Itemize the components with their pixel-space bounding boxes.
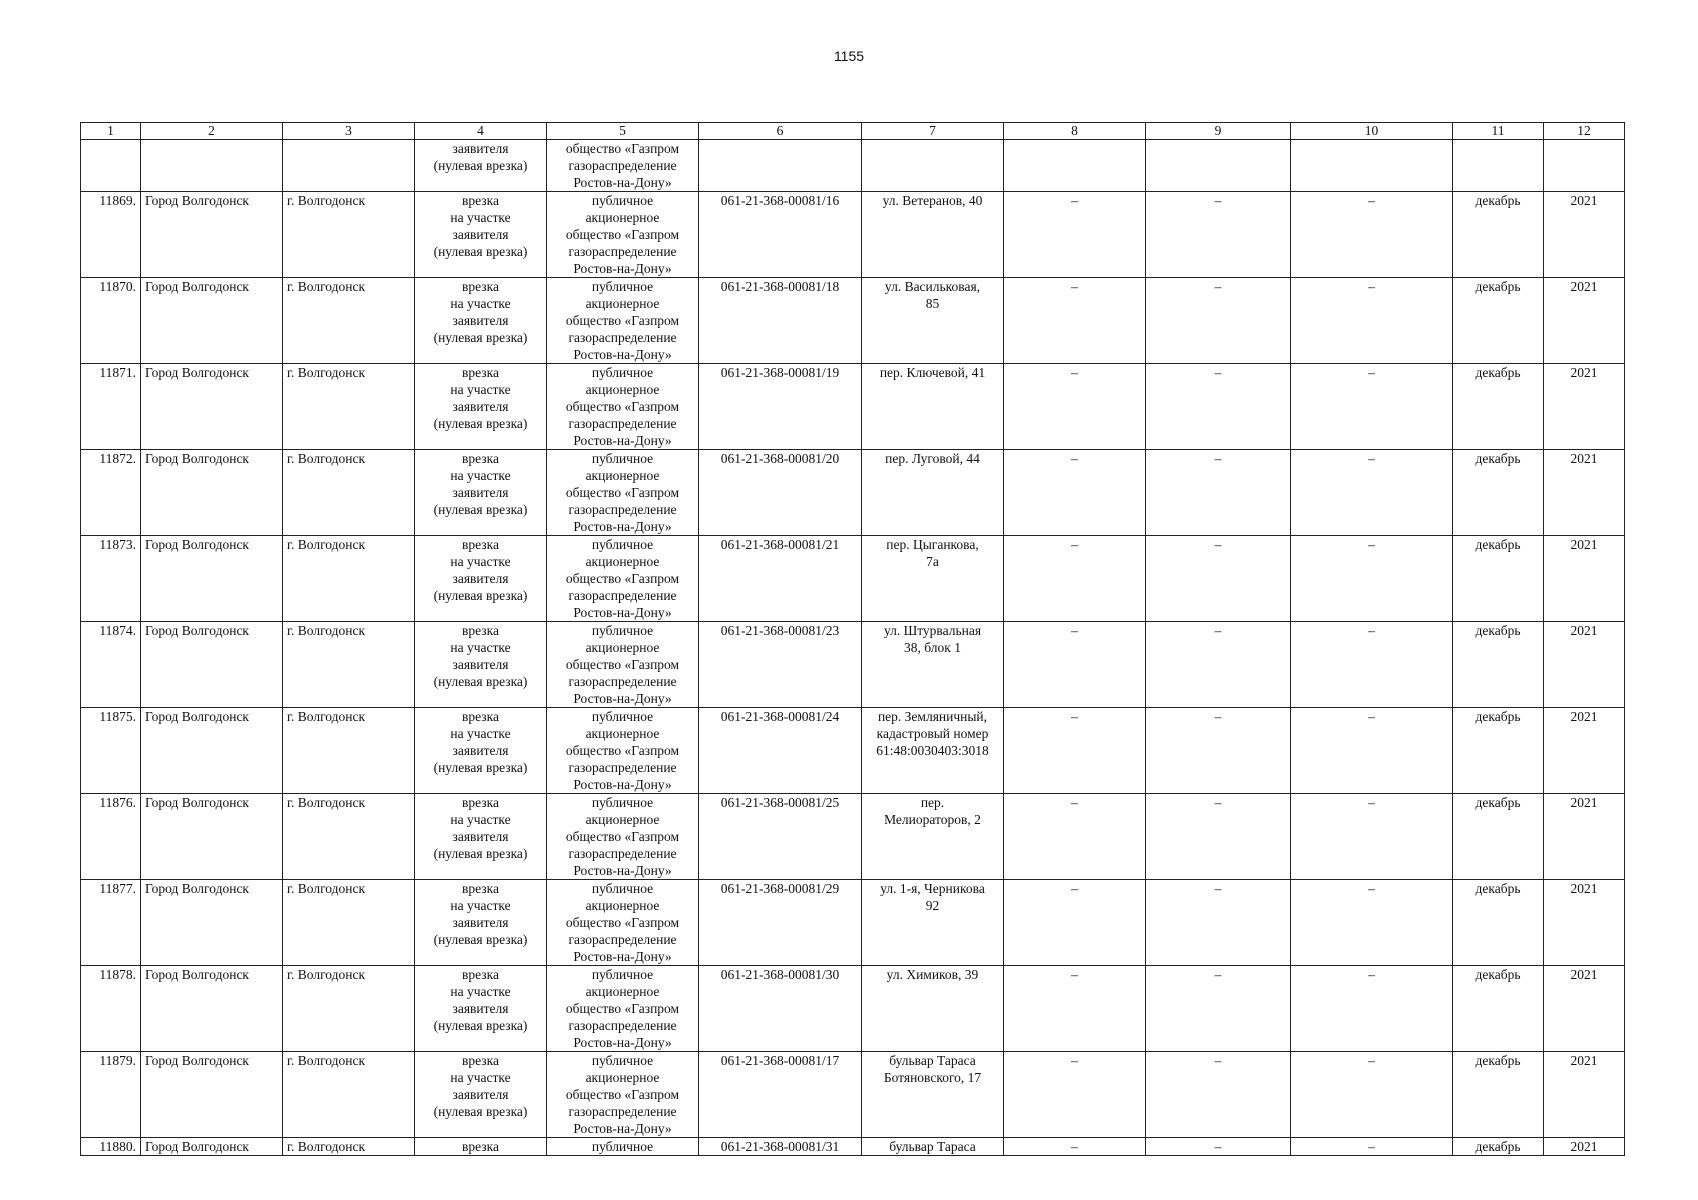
cell-col9: –: [1146, 880, 1291, 966]
column-header-2: 2: [141, 123, 283, 140]
cell-locality: г. Волгодонск: [283, 622, 415, 708]
cell-connection-type: врезка на участке заявителя (нулевая врезка): [415, 622, 547, 708]
cell-year: 2021: [1544, 708, 1625, 794]
cell-row-number: 11871.: [81, 364, 141, 450]
cell-organization: публичное акционерное общество «Газпром газораспределение Ростов-на-Дону»: [547, 278, 699, 364]
cell-col9: –: [1146, 794, 1291, 880]
cell-connection-type: врезка на участке заявителя (нулевая врезка): [415, 192, 547, 278]
cell-address: ул. Ветеранов, 40: [862, 192, 1004, 278]
cell-registry-number: 061-21-368-00081/30: [699, 966, 862, 1052]
cell-year-text: 2021: [1570, 1139, 1598, 1154]
cell-registry-number: 061-21-368-00081/17: [699, 1052, 862, 1138]
cell-year: 2021: [1544, 364, 1625, 450]
table-row: [81, 794, 1625, 880]
cell-month: декабрь: [1453, 708, 1544, 794]
cell-connection-type: [415, 1138, 547, 1156]
table-row: [81, 450, 1625, 536]
cell-col10: –: [1291, 708, 1453, 794]
cell-registry-number: 061-21-368-00081/25: [699, 794, 862, 880]
cell-col10: [1291, 1138, 1453, 1156]
cell-address: бульвар Тараса Ботяновского, 17: [862, 1052, 1004, 1138]
column-header-6: 6: [699, 123, 862, 140]
cell-col8: –: [1004, 536, 1146, 622]
cell-organization: публичное акционерное общество «Газпром газораспределение Ростов-на-Дону»: [547, 536, 699, 622]
cell-municipality: Город Волгодонск: [141, 708, 283, 794]
cell-col3: [283, 140, 415, 192]
cell-month: декабрь: [1453, 966, 1544, 1052]
cell-connection-type: врезка на участке заявителя (нулевая врезка): [415, 794, 547, 880]
cell-address-text: бульвар Тараса: [889, 1139, 976, 1154]
cell-address: пер. Земляничный, кадастровый номер 61:48:0030403:3018: [862, 708, 1004, 794]
cell-month: декабрь: [1453, 192, 1544, 278]
cell-col8: –: [1004, 1052, 1146, 1138]
cell-organization: публичное акционерное общество «Газпром газораспределение Ростов-на-Дону»: [547, 794, 699, 880]
cell-col8: –: [1004, 278, 1146, 364]
cell-col8: –: [1004, 450, 1146, 536]
cell-col9: –: [1146, 708, 1291, 794]
cell-row-number: 11869.: [81, 192, 141, 278]
cell-locality: г. Волгодонск: [283, 278, 415, 364]
cell-year: [1544, 1138, 1625, 1156]
cell-address: пер. Ключевой, 41: [862, 364, 1004, 450]
cell-locality-text: г. Волгодонск: [287, 1139, 366, 1154]
cell-connection-type: врезка на участке заявителя (нулевая врезка): [415, 708, 547, 794]
cell-year: 2021: [1544, 966, 1625, 1052]
cell-year: 2021: [1544, 794, 1625, 880]
cell-locality: г. Волгодонск: [283, 708, 415, 794]
cell-organization-text: публичное: [591, 1139, 654, 1154]
cell-municipality: Город Волгодонск: [141, 794, 283, 880]
cell-col11: [1453, 140, 1544, 192]
cell-col10-text: –: [1368, 1139, 1375, 1154]
cell-col9: [1146, 1138, 1291, 1156]
cell-month: декабрь: [1453, 278, 1544, 364]
table-row: [81, 278, 1625, 364]
cell-municipality: Город Волгодонск: [141, 364, 283, 450]
cell-col9: –: [1146, 364, 1291, 450]
cell-address: пер. Луговой, 44: [862, 450, 1004, 536]
cell-organization: публичное акционерное общество «Газпром газораспределение Ростов-на-Дону»: [547, 364, 699, 450]
cell-row-number-text: 11880.: [99, 1139, 136, 1154]
cell-organization: публичное акционерное общество «Газпром газораспределение Ростов-на-Дону»: [547, 880, 699, 966]
cell-row-number: 11876.: [81, 794, 141, 880]
cell-month: декабрь: [1453, 364, 1544, 450]
column-header-1: 1: [81, 123, 141, 140]
cell-row-number: 11875.: [81, 708, 141, 794]
cell-connection-type: врезка на участке заявителя (нулевая врезка): [415, 278, 547, 364]
cell-locality: г. Волгодонск: [283, 364, 415, 450]
cell-col6: [699, 140, 862, 192]
cell-col10: –: [1291, 966, 1453, 1052]
cell-row-number: 11878.: [81, 966, 141, 1052]
cell-municipality: Город Волгодонск: [141, 192, 283, 278]
table-row: [81, 364, 1625, 450]
cell-col8: [1004, 1138, 1146, 1156]
cell-connection-type: врезка на участке заявителя (нулевая врезка): [415, 536, 547, 622]
cell-address: ул. Химиков, 39: [862, 966, 1004, 1052]
cell-registry-number: 061-21-368-00081/16: [699, 192, 862, 278]
column-header-10: 10: [1291, 123, 1453, 140]
cell-row-number: 11872.: [81, 450, 141, 536]
cell-col10: –: [1291, 622, 1453, 708]
cell-col7: [862, 140, 1004, 192]
cell-row-number: 11879.: [81, 1052, 141, 1138]
column-header-3: 3: [283, 123, 415, 140]
cell-col8: –: [1004, 364, 1146, 450]
table-row: [81, 708, 1625, 794]
cell-col9: –: [1146, 1052, 1291, 1138]
cell-col8: –: [1004, 622, 1146, 708]
cell-address: пер. Цыганкова, 7а: [862, 536, 1004, 622]
cell-col10: –: [1291, 880, 1453, 966]
cell-registry-number: 061-21-368-00081/24: [699, 708, 862, 794]
cell-col8: –: [1004, 192, 1146, 278]
cell-col10: –: [1291, 278, 1453, 364]
cell-organization: общество «Газпром газораспределение Ростов-на-Дону»: [547, 140, 699, 192]
cell-connection-type-text: врезка: [462, 1139, 499, 1154]
cell-municipality: Город Волгодонск: [141, 880, 283, 966]
cell-address: ул. Васильковая, 85: [862, 278, 1004, 364]
continuation-row: [81, 140, 1625, 192]
cell-row-number: 11874.: [81, 622, 141, 708]
cell-col9: [1146, 140, 1291, 192]
column-header-8: 8: [1004, 123, 1146, 140]
document-table: [80, 122, 1625, 1156]
cell-organization: публичное акционерное общество «Газпром газораспределение Ростов-на-Дону»: [547, 622, 699, 708]
cell-connection-type: заявителя (нулевая врезка): [415, 140, 547, 192]
cell-year: 2021: [1544, 622, 1625, 708]
table-row: [81, 1052, 1625, 1138]
cell-col10: [1291, 140, 1453, 192]
table-header: [81, 123, 1625, 140]
cell-municipality: Город Волгодонск: [141, 450, 283, 536]
cell-municipality: Город Волгодонск: [141, 966, 283, 1052]
cell-year: 2021: [1544, 536, 1625, 622]
cell-address: ул. 1-я, Черникова 92: [862, 880, 1004, 966]
cell-organization: публичное акционерное общество «Газпром газораспределение Ростов-на-Дону»: [547, 450, 699, 536]
cell-month: [1453, 1138, 1544, 1156]
cell-connection-type: врезка на участке заявителя (нулевая врезка): [415, 966, 547, 1052]
cell-col12: [1544, 140, 1625, 192]
cell-locality: г. Волгодонск: [283, 536, 415, 622]
cell-organization: [547, 1138, 699, 1156]
table-row: [81, 966, 1625, 1052]
cell-col8: [1004, 140, 1146, 192]
cell-month: декабрь: [1453, 794, 1544, 880]
cell-col9: –: [1146, 450, 1291, 536]
table-row: [81, 1138, 1625, 1156]
cell-connection-type: врезка на участке заявителя (нулевая врезка): [415, 1052, 547, 1138]
cell-row-number: 11870.: [81, 278, 141, 364]
cell-col10: –: [1291, 192, 1453, 278]
cell-municipality-text: Город Волгодонск: [145, 1139, 249, 1154]
column-header-4: 4: [415, 123, 547, 140]
cell-registry-number-text: 061-21-368-00081/31: [720, 1139, 840, 1154]
cell-locality: г. Волгодонск: [283, 192, 415, 278]
cell-locality: г. Волгодонск: [283, 450, 415, 536]
cell-registry-number: 061-21-368-00081/29: [699, 880, 862, 966]
cell-connection-type: врезка на участке заявителя (нулевая врезка): [415, 450, 547, 536]
cell-municipality: Город Волгодонск: [141, 278, 283, 364]
cell-registry-number: 061-21-368-00081/18: [699, 278, 862, 364]
column-header-7: 7: [862, 123, 1004, 140]
cell-col10: –: [1291, 364, 1453, 450]
cell-locality: г. Волгодонск: [283, 966, 415, 1052]
cell-year: 2021: [1544, 1052, 1625, 1138]
cell-locality: г. Волгодонск: [283, 880, 415, 966]
cell-month: декабрь: [1453, 450, 1544, 536]
cell-municipality: Город Волгодонск: [141, 536, 283, 622]
column-header-11: 11: [1453, 123, 1544, 140]
column-header-9: 9: [1146, 123, 1291, 140]
cell-col8-text: –: [1071, 1139, 1078, 1154]
cell-col10: –: [1291, 794, 1453, 880]
cell-organization: публичное акционерное общество «Газпром газораспределение Ростов-на-Дону»: [547, 966, 699, 1052]
cell-month-text: декабрь: [1475, 1139, 1521, 1154]
cell-col8: –: [1004, 708, 1146, 794]
cell-row-number: 11877.: [81, 880, 141, 966]
cell-locality: г. Волгодонск: [283, 1052, 415, 1138]
cell-col8: –: [1004, 966, 1146, 1052]
cell-col9: –: [1146, 192, 1291, 278]
table-row: [81, 536, 1625, 622]
cell-municipality: [141, 1138, 283, 1156]
cell-address: ул. Штурвальная 38, блок 1: [862, 622, 1004, 708]
column-header-12: 12: [1544, 123, 1625, 140]
cell-month: декабрь: [1453, 1052, 1544, 1138]
cell-year: 2021: [1544, 278, 1625, 364]
cell-connection-type: врезка на участке заявителя (нулевая врезка): [415, 364, 547, 450]
cell-col10: –: [1291, 1052, 1453, 1138]
cell-connection-type: врезка на участке заявителя (нулевая врезка): [415, 880, 547, 966]
cell-row-number: [81, 1138, 141, 1156]
cell-col9: –: [1146, 622, 1291, 708]
page-number: 1155: [833, 48, 865, 64]
cell-month: декабрь: [1453, 880, 1544, 966]
cell-municipality: Город Волгодонск: [141, 1052, 283, 1138]
column-header-5: 5: [547, 123, 699, 140]
cell-registry-number: 061-21-368-00081/20: [699, 450, 862, 536]
cell-row-number: 11873.: [81, 536, 141, 622]
cell-registry-number: 061-21-368-00081/23: [699, 622, 862, 708]
cell-month: декабрь: [1453, 536, 1544, 622]
cell-year: 2021: [1544, 192, 1625, 278]
cell-col10: –: [1291, 450, 1453, 536]
cell-organization: публичное акционерное общество «Газпром газораспределение Ростов-на-Дону»: [547, 708, 699, 794]
cell-col1: [81, 140, 141, 192]
cell-organization: публичное акционерное общество «Газпром газораспределение Ростов-на-Дону»: [547, 192, 699, 278]
cell-municipality: Город Волгодонск: [141, 622, 283, 708]
table-body: [81, 140, 1625, 1156]
table-row: [81, 880, 1625, 966]
cell-year: 2021: [1544, 450, 1625, 536]
cell-col10: –: [1291, 536, 1453, 622]
cell-col9: –: [1146, 278, 1291, 364]
cell-registry-number: 061-21-368-00081/19: [699, 364, 862, 450]
cell-registry-number: 061-21-368-00081/21: [699, 536, 862, 622]
table-row: [81, 192, 1625, 278]
cell-address: пер. Мелиораторов, 2: [862, 794, 1004, 880]
cell-col8: –: [1004, 794, 1146, 880]
table-row: [81, 622, 1625, 708]
cell-organization: публичное акционерное общество «Газпром газораспределение Ростов-на-Дону»: [547, 1052, 699, 1138]
cell-col2: [141, 140, 283, 192]
cell-locality: г. Волгодонск: [283, 794, 415, 880]
cell-locality: [283, 1138, 415, 1156]
cell-year: 2021: [1544, 880, 1625, 966]
cell-col9: –: [1146, 966, 1291, 1052]
cell-col8: –: [1004, 880, 1146, 966]
cell-month: декабрь: [1453, 622, 1544, 708]
header-row: [81, 123, 1625, 140]
cell-col9-text: –: [1214, 1139, 1222, 1154]
cell-col9: –: [1146, 536, 1291, 622]
cell-address: [862, 1138, 1004, 1156]
cell-registry-number: [699, 1138, 862, 1156]
